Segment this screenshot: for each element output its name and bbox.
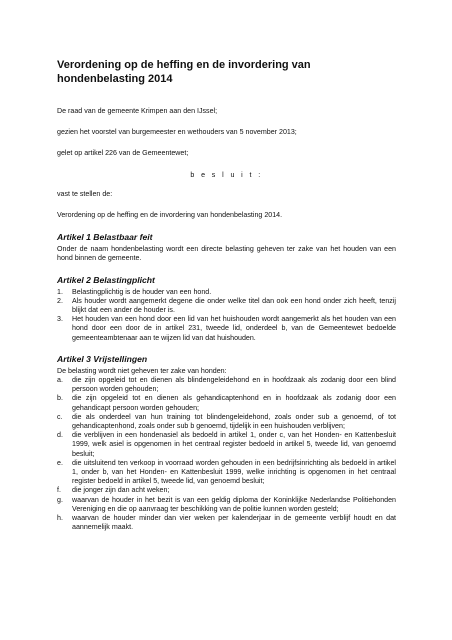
list-item: [57, 459, 396, 487]
vast-line: vast te stellen de:: [57, 189, 113, 198]
article-1: [57, 232, 396, 263]
list-item: [57, 315, 396, 343]
item-text: die zijn opgeleid tot en dienen als blindengeleidehond en in hoofdzaak als zodanig door een blind persoon worden gehouden;: [72, 376, 396, 394]
item-text: die verblijven in een hondenasiel als bedoeld in artikel 1, onder c, van het Honden- en Kattenbesluit 1999, welk asiel is opgenomen in het centraal register bedoeld in artikel 5, tweede lid, van genoemd besluit;: [72, 431, 396, 458]
list-item: [57, 514, 396, 532]
item-letter: d.: [57, 431, 63, 440]
item-text: die uitsluitend ten verkoop in voorraad worden gehouden in een bedrijfsinrichting als bedoeld in artikel 1, onder b, van het Honden- en Kattenbesluit 1999, welke inrichting is opgenomen in het centraal register bedoeld in artikel 5, tweede lid, van genoemd besluit;: [72, 458, 396, 486]
item-number: 3.: [57, 315, 63, 324]
item-number: 1.: [57, 287, 63, 296]
article-heading: Artikel 3 Vrijstellingen: [57, 353, 148, 364]
list-item: [57, 297, 396, 315]
item-text: waarvan de houder minder dan vier weken per kalenderjaar in de gemeente verblijf houdt en dat aannemelijk maakt.: [72, 514, 396, 532]
item-text: Belastingplichtig is de houder van een hond.: [72, 287, 212, 296]
besluit-heading: b e s l u i t :: [190, 170, 263, 179]
item-text: Als houder wordt aangemerkt degene die onder welke titel dan ook een hond onder zich heeft, tenzij blijkt dat een ander de houder is.: [72, 296, 396, 315]
article-lead: De belasting wordt niet geheven ter zake van honden:: [57, 366, 227, 375]
item-letter: b.: [57, 394, 63, 403]
list-item: [57, 496, 396, 514]
intro-line-2: gezien het voorstel van burgemeester en wethouders van 5 november 2013;: [57, 128, 297, 137]
item-letter: f.: [57, 486, 61, 495]
item-letter: h.: [57, 514, 63, 523]
intro-line-3: gelet op artikel 226 van de Gemeentewet;: [57, 149, 189, 158]
article-2: [57, 275, 396, 343]
article-heading: Artikel 1 Belastbaar feit: [57, 232, 153, 243]
item-letter: e.: [57, 458, 63, 467]
article-3: [57, 354, 396, 533]
item-number: 2.: [57, 296, 63, 305]
full-title-line: Verordening op de heffing en de invordering van hondenbelasting 2014.: [57, 211, 283, 220]
list-item: [57, 486, 396, 495]
article-list: [57, 376, 396, 532]
list-item: [57, 431, 396, 459]
list-item: [57, 376, 396, 394]
item-text: waarvan de houder in het bezit is van een geldig diploma der Koninklijke Nederlandse Politiehonden Vereniging en die op aanvraag ter beschikking van de politie kunnen worden gesteld;: [72, 495, 396, 513]
list-item: [57, 413, 396, 431]
article-list: [57, 288, 396, 343]
item-letter: c.: [57, 412, 63, 421]
item-letter: a.: [57, 376, 63, 385]
item-text: Het houden van een hond door een lid van het huishouden wordt aangemerkt als het houden van een hond door een door de in artikel 231, tweede lid, onderdeel b, van de Gemeentewet bedoelde gemeenteambtenaar aan te wijzen lid van dat huishouden.: [72, 315, 396, 342]
item-text: die zijn opgeleid tot en dienen als gehandicaptenhond en in hoofdzaak als zodanig door een gehandicapt persoon worden gehouden;: [72, 394, 396, 412]
article-text: Onder de naam hondenbelasting wordt een directe belasting geheven ter zake van het houden van een hond binnen de gemeente.: [57, 245, 396, 263]
item-text: die als onderdeel van hun training tot blindengeleidehond, zoals onder sub a genoemd, of tot gehandicaptenhond, zoals onder sub b genoemd, tijdelijk in een huishouden verblijven;: [72, 412, 396, 431]
item-text: die jonger zijn dan acht weken;: [72, 486, 170, 495]
item-letter: g.: [57, 495, 63, 504]
intro-line-1: De raad van de gemeente Krimpen aan den IJssel;: [57, 107, 218, 115]
list-item: [57, 288, 396, 297]
list-item: [57, 394, 396, 412]
document-title: Verordening op de heffing en de invordering van hondenbelasting 2014: [57, 59, 311, 85]
article-heading: Artikel 2 Belastingplicht: [57, 274, 155, 285]
